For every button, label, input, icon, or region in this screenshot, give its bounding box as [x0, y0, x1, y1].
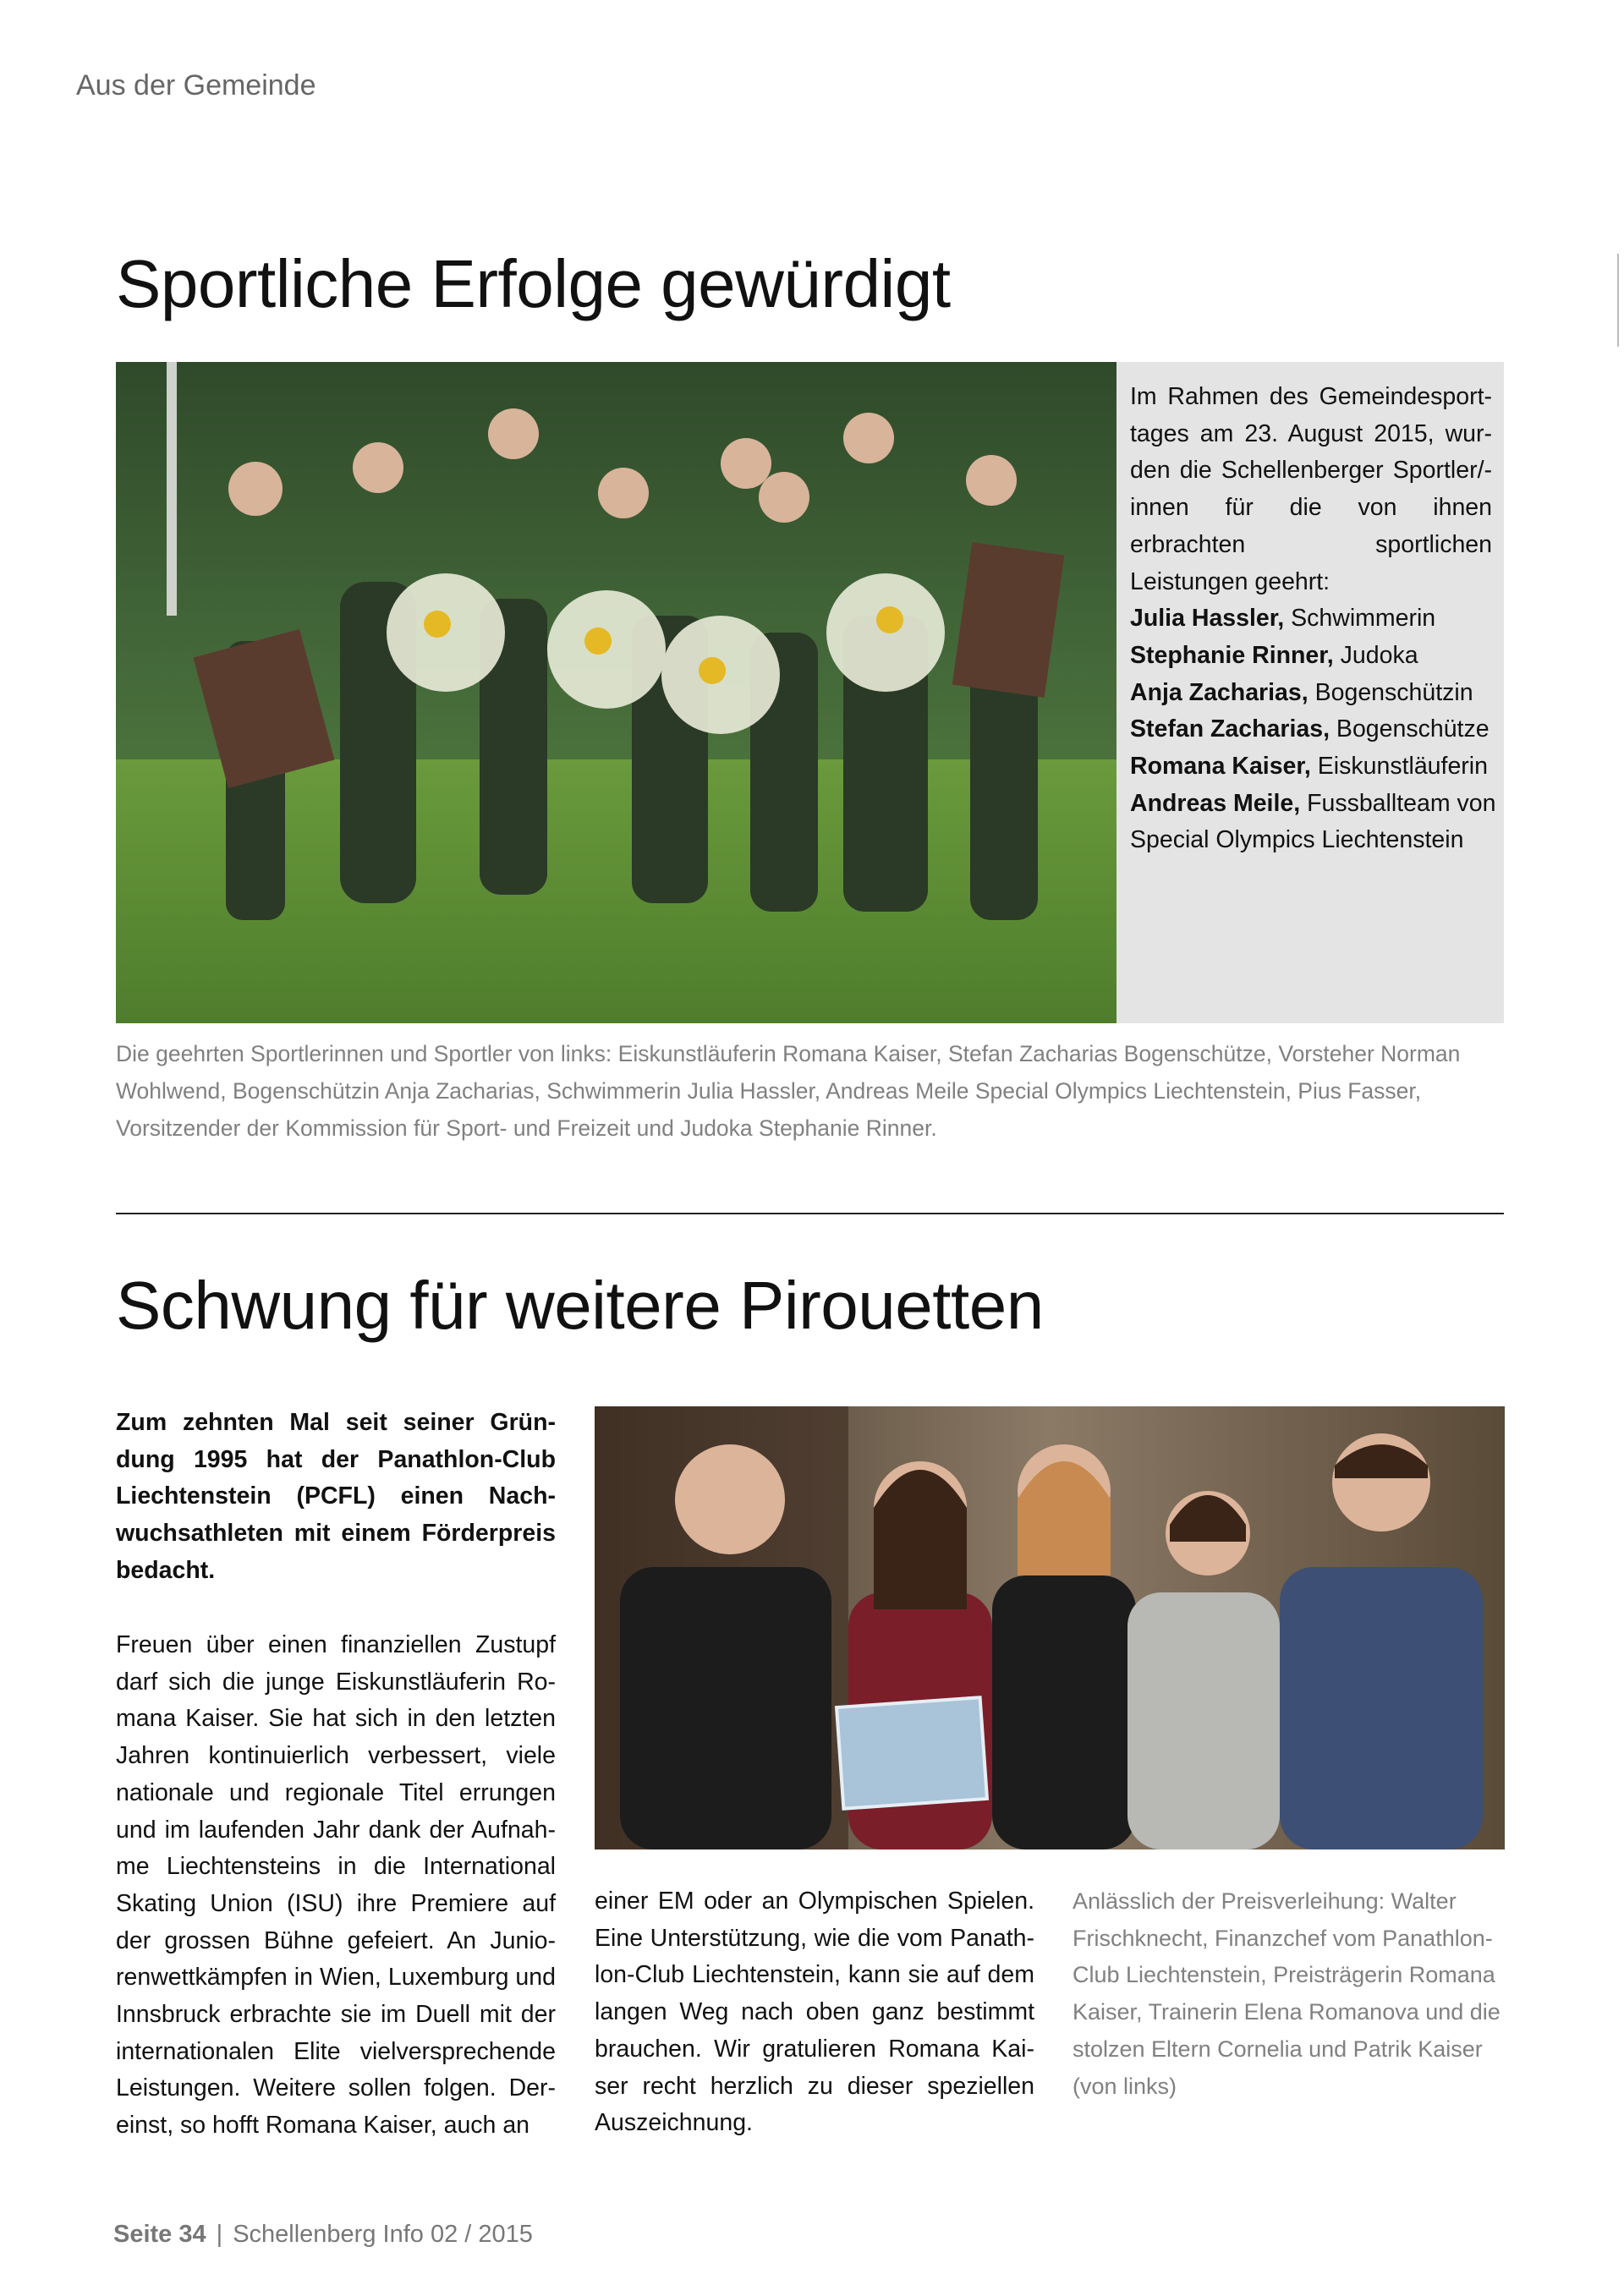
page-edge-mark — [1617, 254, 1619, 347]
honoree-item: Stephanie Rinner, Judoka — [1130, 641, 1418, 669]
article-body-column-1: Freuen über einen finanziellen Zustupf darf sich die junge Eiskunstläuferin Romana Kaiser. Sie hat sich in den letzten Jahren kontinuierlich verbessert, viele nationale und regionale Titel errungen und im laufenden Jahr dank der Aufnahme Liechtensteins in die International Skating Union (ISU) ihre Premiere auf der grossen Bühne gefeiert. An Juniorenwettkämpfen in Wien, Luxemburg und Innsbruck erbrachte sie im Duell mit der internationalen Elite vielversprechende Leistungen. Weitere sollen folgen. Dereinst, so hofft Romana Kaiser, auch an — [116, 1631, 556, 2140]
footer-separator: | — [216, 2221, 223, 2248]
article-title: Schwung für weitere Pirouetten — [116, 1268, 1044, 1343]
article-body-column-2: einer EM oder an Olympischen Spielen. Eine Unterstützung, wie die vom Panathlon-Club Liechtenstein, kann sie auf dem langen Weg nach oben ganz bestimmt brauchen. Wir gratulieren Romana Kaiser recht herzlich zu dieser speziellen Auszeichnung. — [595, 1888, 1034, 2137]
honorees-sidebar — [1116, 362, 1504, 1023]
section-divider — [116, 1213, 1504, 1214]
honoree-item-tail: Special Olympics Liechtenstein — [1130, 826, 1464, 854]
page-footer — [113, 2221, 533, 2249]
award-ceremony-photo — [595, 1406, 1505, 1849]
article-lead: Zum zehnten Mal seit seiner Gründung 1995 hat der Panathlon-Club Liechtenstein (PCFL) einen Nachwuchsathleten mit einem Förderpreis bedacht. — [116, 1409, 556, 1584]
page-number: Seite 34 — [113, 2221, 206, 2248]
honoree-item: Romana Kaiser, Eiskunstläuferin — [1130, 753, 1488, 781]
section-label: Aus der Gemeinde — [76, 69, 316, 101]
honoree-item: Anja Zacharias, Bogenschützin — [1130, 678, 1473, 706]
group-photo-athletes — [116, 362, 1116, 1023]
sidebar-intro: Im Rahmen des Gemeindesporttages am 23. August 2015, wurden die Schellenberger Sportler/-innen für die von ihnen erbrachten sportlichen Leistungen geehrt: — [1130, 383, 1492, 595]
photo-caption: Die geehrten Sportlerinnen und Sportler von links: Eiskunstläuferin Romana Kaiser, Stefan Zacharias Bogenschütze, Vorsteher Norman Wohlwend, Bogenschützin Anja Zacharias, Schwimmerin Julia Hassler, Andreas Meile Special Olympics Liechtenstein, Pius Fasser, Vorsitzender der Kommission für Sport- und Freizeit und Judoka Stephanie Rinner. — [116, 1041, 1461, 1141]
photo-caption: Anlässlich der Preisverleihung: Walter Frischknecht, Finanzchef vom Panathlon-Club Liechtenstein, Preisträgerin Romana Kaiser, Trainerin Elena Romanova und die stolzen Eltern Cornelia und Patrik Kaiser (von links) — [1073, 1888, 1501, 2099]
honoree-item: Julia Hassler, Schwimmerin — [1130, 605, 1436, 633]
article-title: Sportliche Erfolge gewürdigt — [116, 246, 951, 321]
publication-title: Schellenberg Info 02 / 2015 — [233, 2221, 533, 2248]
honoree-item: Andreas Meile, Fussballteam von — [1130, 789, 1496, 817]
honoree-item: Stefan Zacharias, Bogenschütze — [1130, 715, 1490, 743]
